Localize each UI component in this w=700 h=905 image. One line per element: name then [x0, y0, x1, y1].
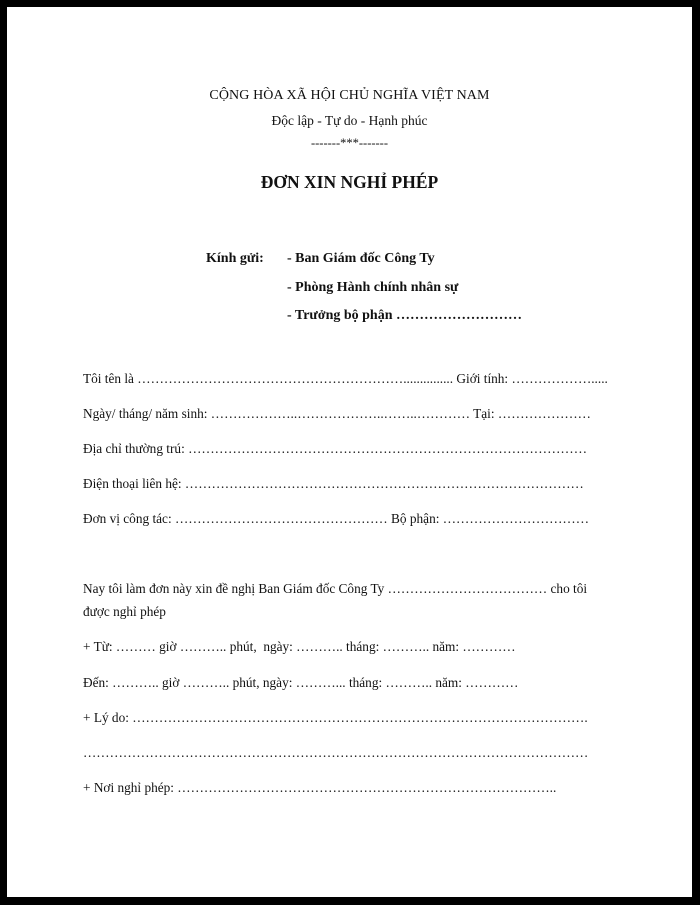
heading-separator: -------***-------: [310, 136, 389, 150]
leave-reason: + Lý do: ………………………………………………………………………………………….: [83, 710, 588, 725]
field-birthdate-place: Ngày/ tháng/ năm sinh: ………………..………………..……..………… Tại: …………………: [83, 406, 591, 421]
request-line: Nay tôi làm đơn này xin đề nghị Ban Giám đốc Công Ty ……………………………… cho tôi: [83, 581, 588, 596]
national-heading: CỘNG HÒA XÃ HỘI CHỦ NGHĨA VIỆT NAM: [209, 88, 490, 103]
recipient-label: Kính gửi:: [206, 251, 264, 266]
document-title: ĐƠN XIN NGHỈ PHÉP: [260, 172, 439, 192]
request-line-continued: được nghỉ phép: [83, 604, 166, 619]
field-phone: Điện thoại liên hệ: ………………………………………………………………………………: [83, 476, 584, 491]
recipient-item: - Ban Giám đốc Công Ty: [287, 251, 435, 266]
field-name-gender: Tôi tên là ……………………………………………………............... Giới tính: ……………….....: [83, 371, 608, 386]
leave-reason-continued: ……………………………………………………………………………………………………: [83, 745, 589, 760]
leave-to: Đến: ……….. giờ ……….. phút, ngày: ………... tháng: ……….. năm: …………: [83, 675, 519, 690]
recipient-item: - Trưởng bộ phận ………………………: [287, 308, 523, 323]
leave-place: + Nơi nghỉ phép: …………………………………………………………………………..: [83, 780, 557, 795]
document-page: [7, 7, 692, 897]
field-unit-department: Đơn vị công tác: ………………………………………… Bộ phận: ……………………………: [83, 511, 590, 526]
field-permanent-address: Địa chỉ thường trú: ………………………………………………………………………………: [83, 441, 587, 456]
leave-from: + Từ: ……… giờ ……….. phút, ngày: ……….. tháng: ……….. năm: …………: [83, 639, 516, 654]
national-motto: Độc lập - Tự do - Hạnh phúc: [271, 113, 428, 128]
recipient-item: - Phòng Hành chính nhân sự: [287, 280, 459, 295]
